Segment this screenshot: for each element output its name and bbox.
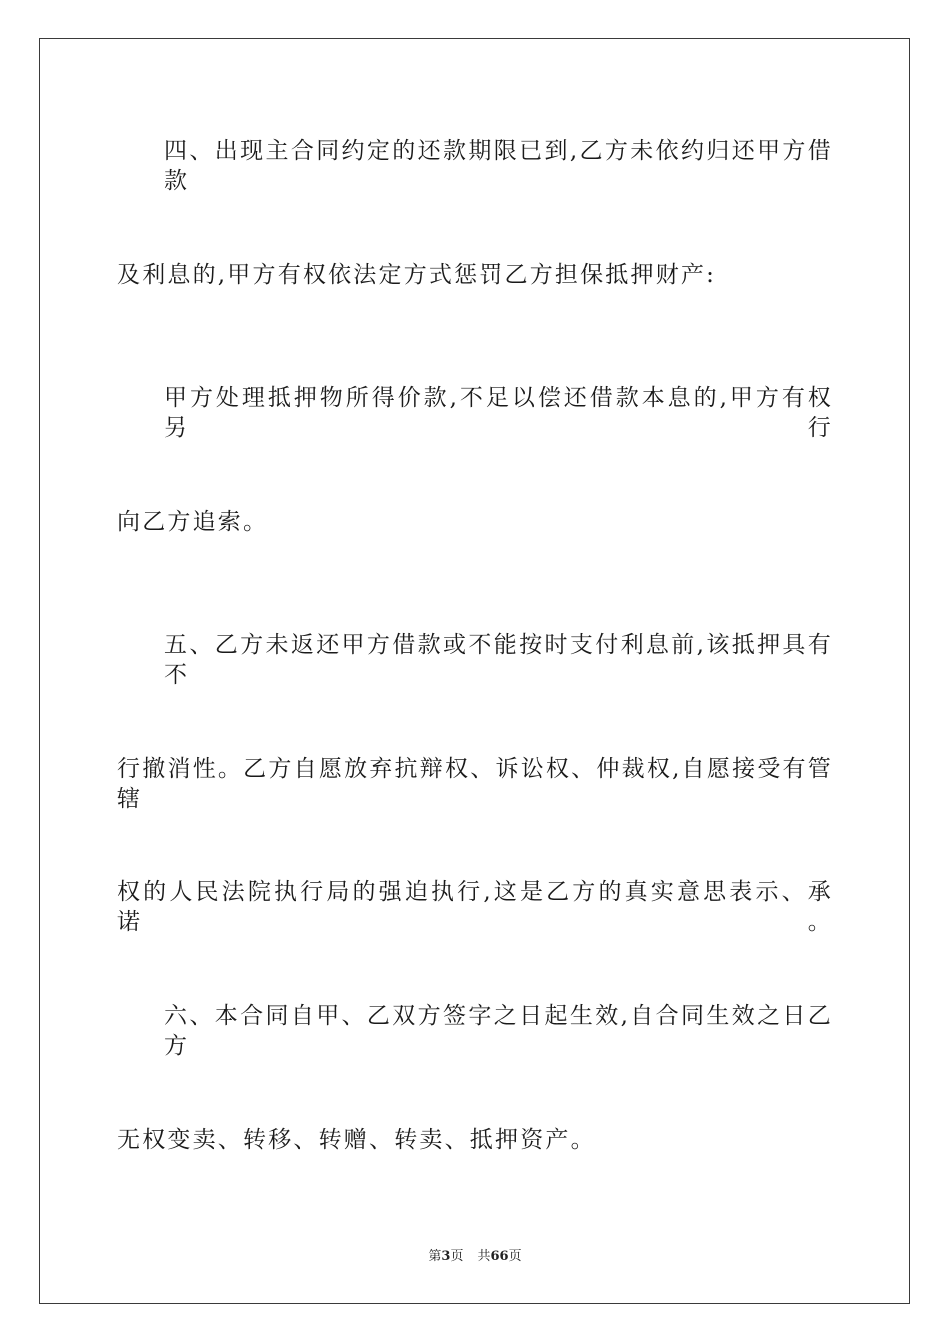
paragraph-4b-line-1: 甲方处理抵押物所得价款,不足以偿还借款本息的,甲方有权另行 <box>164 385 833 441</box>
total-pages: 66 <box>490 1249 509 1264</box>
paragraph-4-line-1: 四、出现主合同约定的还款期限已到,乙方未依约归还甲方借款 <box>164 138 833 194</box>
paragraph-5-line-2: 行撤消性。乙方自愿放弃抗辩权、诉讼权、仲裁权,自愿接受有管辖 <box>117 756 833 812</box>
paragraph-4-line-2: 及利息的,甲方有权依法定方式惩罚乙方担保抵押财产: <box>117 262 717 288</box>
page-suffix: 页 <box>450 1249 464 1264</box>
paragraph-6-line-1: 六、本合同自甲、乙双方签字之日起生效,自合同生效之日乙方 <box>164 1003 833 1059</box>
paragraph-4b-line-2: 向乙方追索。 <box>117 509 269 535</box>
total-prefix: 共 <box>477 1249 491 1264</box>
page-prefix: 第 <box>428 1249 442 1264</box>
page-number: 3 <box>441 1249 451 1264</box>
page-footer <box>0 1248 950 1266</box>
paragraph-5-line-3: 权的人民法院执行局的强迫执行,这是乙方的真实意思表示、承诺。 <box>117 879 833 935</box>
total-suffix: 页 <box>508 1249 522 1264</box>
paragraph-6-line-2: 无权变卖、转移、转赠、转卖、抵押资产。 <box>117 1127 596 1153</box>
paragraph-5-line-1: 五、乙方未返还甲方借款或不能按时支付利息前,该抵押具有不 <box>164 632 833 688</box>
